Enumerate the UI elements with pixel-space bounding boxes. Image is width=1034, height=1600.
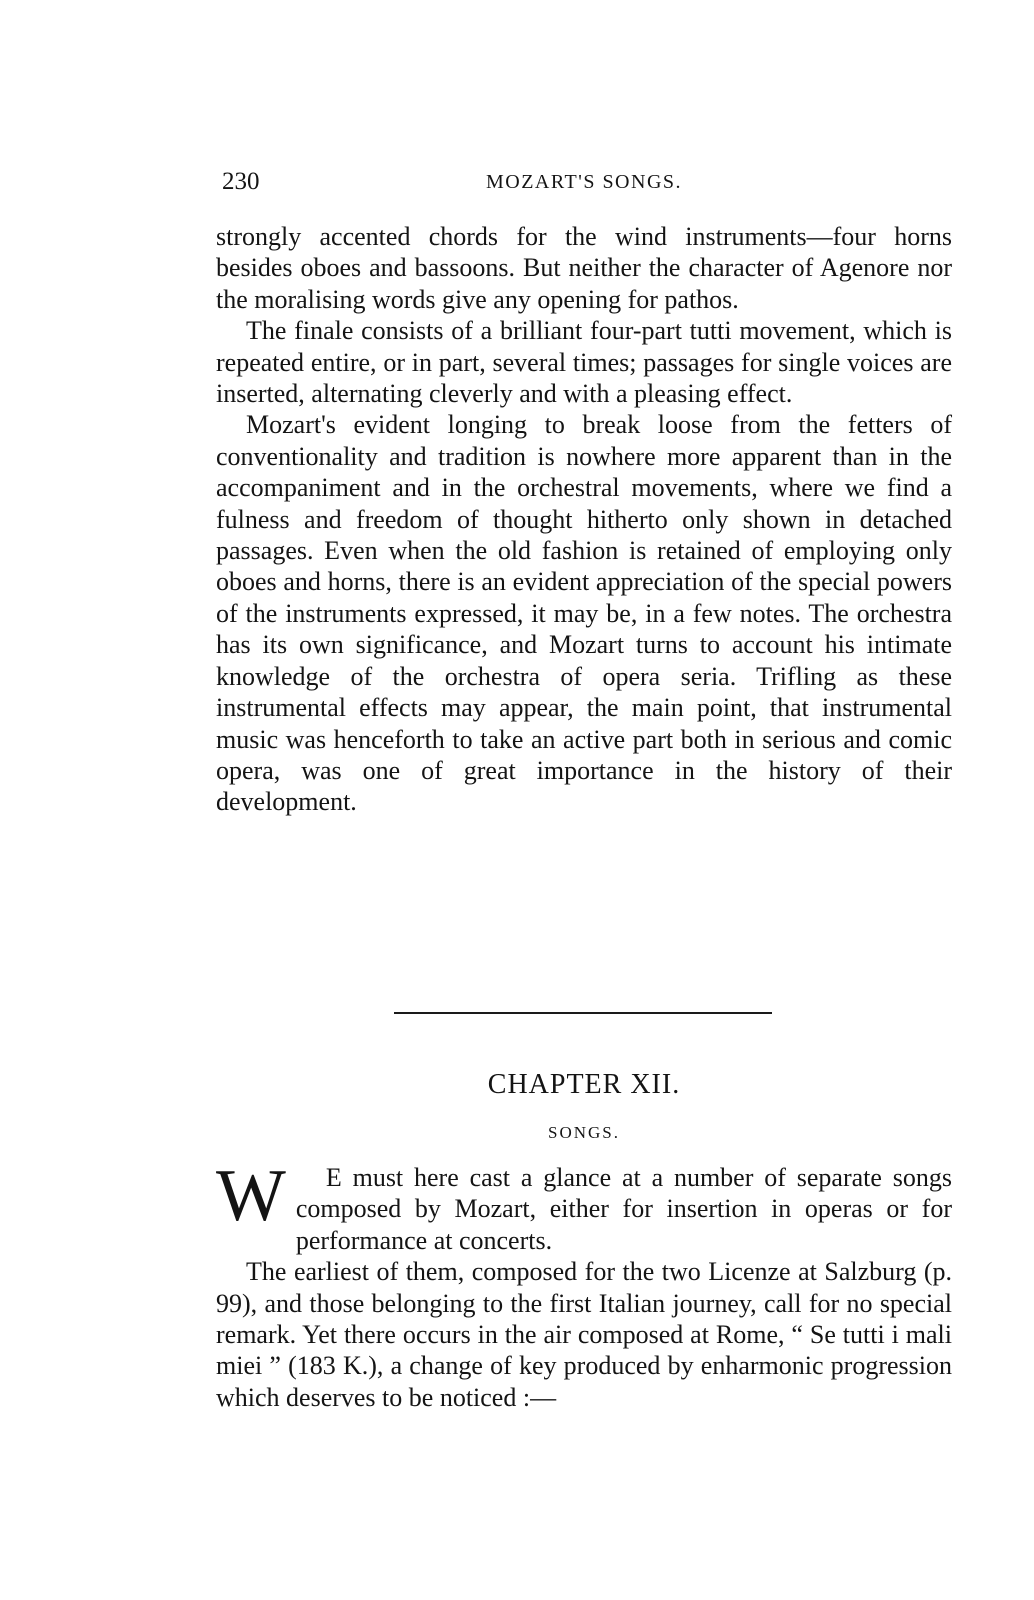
chapter-xi-conclusion [216, 221, 952, 818]
paragraph-earliest-songs: The earliest of them, composed for the two Licenze at Salzburg (p. 99), and those belonging to the first Italian journey, call for no special remark. Yet there occurs in the air composed at Rome, “ Se tutti i mali miei ” (183 K.), a change of key produced by enharmonic progression which deserves to be noticed :— [216, 1257, 952, 1412]
chapter-title: CHAPTER XII. [487, 1069, 681, 1100]
paragraph-orchestra: Mozart's evident longing to break loose from the fetters of conventionality and tradition is nowhere more apparent than in the accompaniment and in the orchestral movements, where we find a fulness and freedom of thought hitherto only shown in detached passages. Even when the old fashion is retained of employing only oboes and horns, there is an evident appreciation of the special powers of the instruments expressed, it may be, in a few notes. The orchestra has its own significance, and Mozart turns to account his intimate knowledge of the orchestra of opera seria. Trifling as these instrumental effects may appear, the main point, that instrumental music was henceforth to take an active part both in serious and comic opera, was one of great importance in the history of their development. [216, 410, 952, 817]
paragraph-continuation: strongly accented chords for the wind instruments—four horns besides oboes and bassoons. But neither the character of Agenore nor the moralising words give any opening for pathos. [216, 222, 952, 314]
running-head [216, 168, 952, 198]
paragraph-opening [216, 1155, 952, 1256]
opening-text: E must here cast a glance at a number of separate songs composed by Mozart, either for insertion in operas or for performance at concerts. [295, 1163, 952, 1255]
chapter-xii-body [216, 1155, 952, 1413]
book-page [216, 0, 952, 1600]
running-title: MOZART'S SONGS. [485, 171, 683, 193]
page-number: 230 [222, 168, 260, 195]
paragraph-finale: The finale consists of a brilliant four-part tutti movement, which is repeated entire, or in part, several times; passages for single voices are inserted, alternating cleverly and with a pleasing effect. [216, 316, 952, 409]
drop-cap: W [216, 1155, 286, 1237]
section-divider [394, 1012, 772, 1014]
chapter-subtitle: SONGS. [548, 1123, 620, 1142]
